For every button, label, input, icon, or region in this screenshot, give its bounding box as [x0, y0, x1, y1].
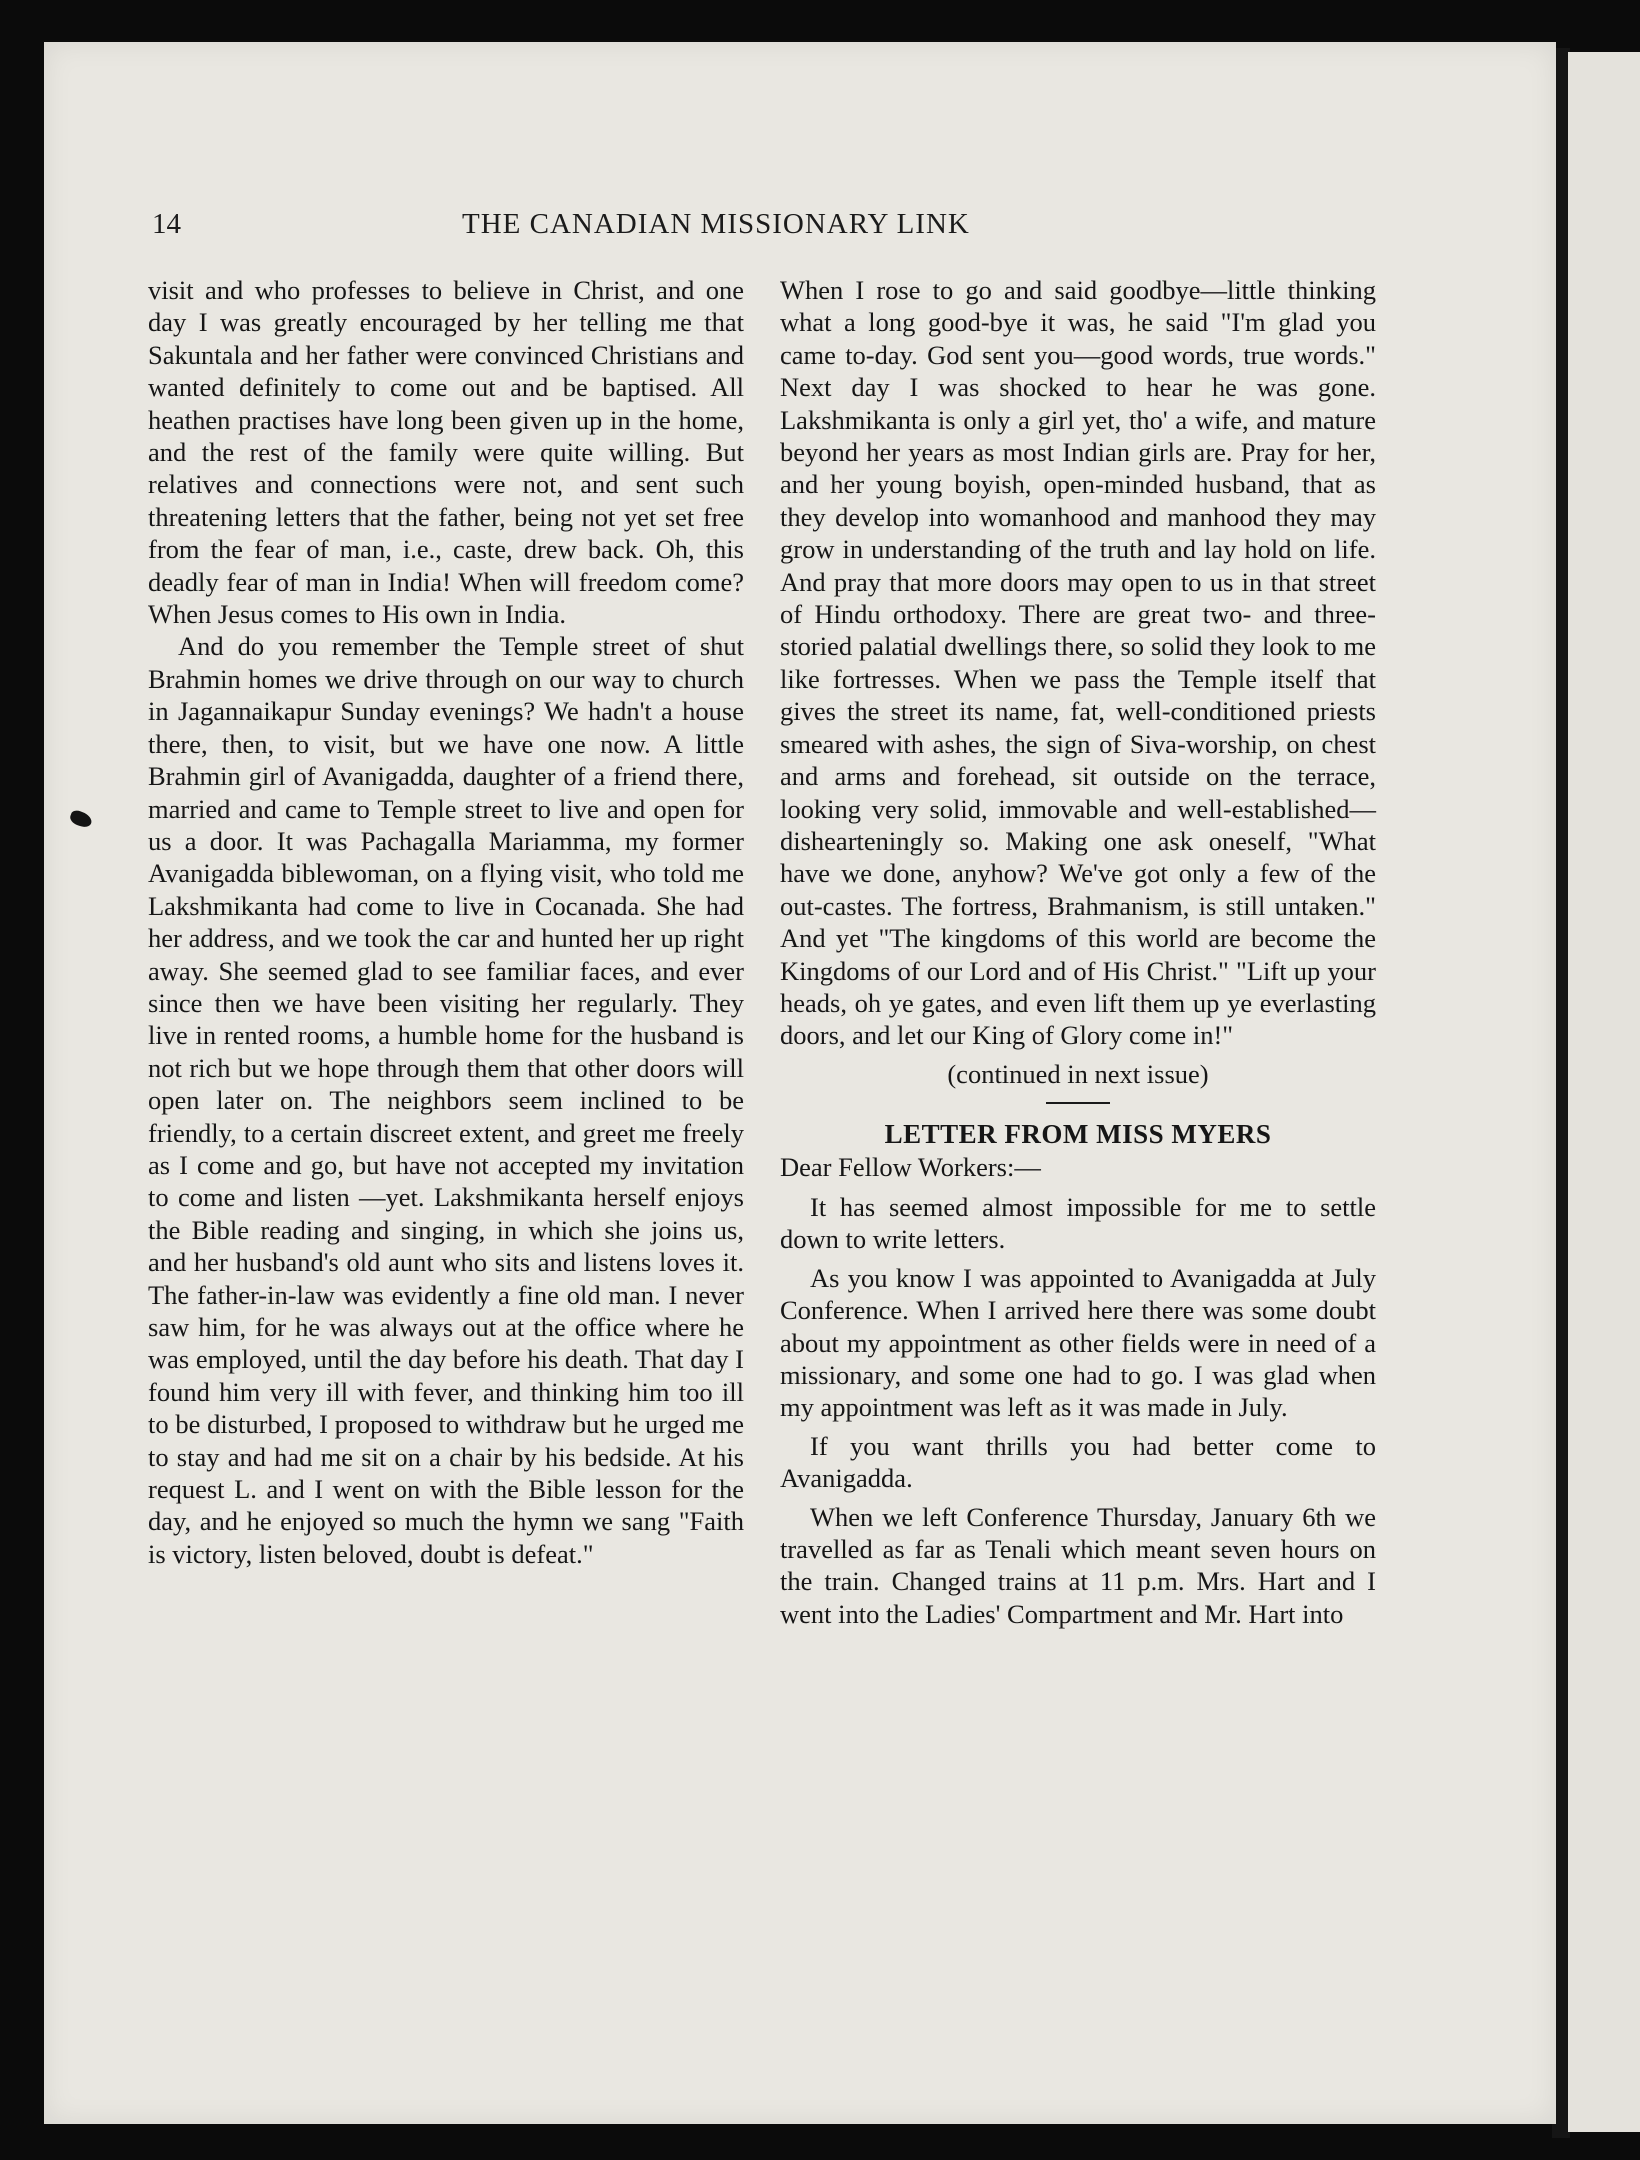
page-number: 14 [152, 208, 181, 240]
left-paragraph-2: And do you remember the Temple street of shut Brahmin homes we drive through on our way to church in Jagannaikapur Sunday evenings? We hadn't a house there, then, to visit, but we have one now. A little Brahmin girl of Avanigadda, daughter of a friend there, married and came to Temple street to live and open for us a door. It was Pachagalla Mariamma, my former Avanigadda biblewoman, on a flying visit, who told me Lakshmikanta had come to live in Cocanada. She had her address, and we took the car and hunted her up right away. She seemed glad to see familiar faces, and ever since then we have been visiting her regularly. They live in rented rooms, a humble home for the husband is not rich but we hope through them that other doors will open later on. The neighbors seem inclined to be friendly, to a certain discreet extent, and greet me freely as I come and go, but have not accepted my invitation to come and listen —yet. Lakshmikanta herself enjoys the Bible reading and singing, in which she joins us, and her husband's old aunt who sits and listens loves it. The father-in-law was evidently a fine old man. I never saw him, for he was always out at the office where he was employed, until the day before his death. That day I found him very ill with fever, and thinking him too ill to be disturbed, I proposed to withdraw but he urged me to stay and had me sit on a chair by his bedside. At his request L. and I went on with the Bible lesson for the day, and he enjoyed so much the hymn we sang "Faith is victory, listen beloved, doubt is defeat." [148, 631, 744, 1569]
running-title: THE CANADIAN MISSIONARY LINK [462, 208, 970, 240]
ink-blot-mark [68, 809, 93, 830]
left-column [148, 274, 744, 1570]
continued-note: (continued in next issue) [947, 1058, 1209, 1089]
right-paragraph-1: When I rose to go and said goodbye—little thinking what a long good-bye it was, he said "I'm glad you came to-day. God sent you—good words, true words." Next day I was shocked to hear he was gone. Lakshmikanta is only a girl yet, tho' a wife, and mature beyond her years as most Indian girls are. Pray for her, and her young boyish, open-minded husband, that as they develop into womanhood and manhood they may grow in understanding of the truth and lay hold on life. And pray that more doors may open to us in that street of Hindu orthodoxy. There are great two- and three-storied palatial dwellings there, so solid they look to me like fortresses. When we pass the Temple itself that gives the street its name, fat, well-conditioned priests smeared with ashes, the sign of Siva-worship, on chest and arms and forehead, sit outside on the terrace, looking very solid, immovable and well-established—dishearteningly so. Making one ask oneself, "What have we done, anyhow? We've got only a few of the out-castes. The fortress, Brahmanism, is still untaken." And yet "The kingdoms of this world are become the Kingdoms of our Lord and of His Christ." "Lift up your heads, oh ye gates, and even lift them up ye everlasting doors, and let our King of Glory come in!" [780, 275, 1376, 1051]
section-divider [1046, 1102, 1110, 1104]
letter-title: LETTER FROM MISS MYERS [884, 1119, 1272, 1150]
letter-salutation: Dear Fellow Workers:— [780, 1151, 1041, 1182]
letter-paragraph-3: If you want thrills you had better come to Avanigadda. [780, 1430, 1376, 1494]
letter-paragraph-2: As you know I was appointed to Avanigadda at July Conference. When I arrived here there was some doubt about my appointment as other fields were in need of a missionary, and some one had to go. I was glad when my appointment was left as it was made in July. [780, 1262, 1376, 1423]
page-header [152, 168, 1432, 240]
right-column [780, 274, 1376, 1630]
letter-paragraph-4: When we left Conference Thursday, January 6th we travelled as far as Tenali which meant seven hours on the train. Changed trains at 11 p.m. Mrs. Hart and I went into the Ladies' Compartment and Mr. Hart into [780, 1501, 1376, 1629]
left-paragraph-1: visit and who professes to believe in Christ, and one day I was greatly encouraged by her telling me that Sakuntala and her father were convinced Christians and wanted definitely to come out and be baptised. All heathen practises have long been given up in the home, and the rest of the family were quite willing. But relatives and connections were not, and sent such threatening letters that the father, being not yet set free from the fear of man, i.e., caste, drew back. Oh, this deadly fear of man in India! When will freedom come? When Jesus comes to His own in India. [148, 275, 744, 630]
facing-page-edge [1568, 52, 1640, 2132]
letter-paragraph-1: It has seemed almost impossible for me to settle down to write letters. [780, 1191, 1376, 1255]
